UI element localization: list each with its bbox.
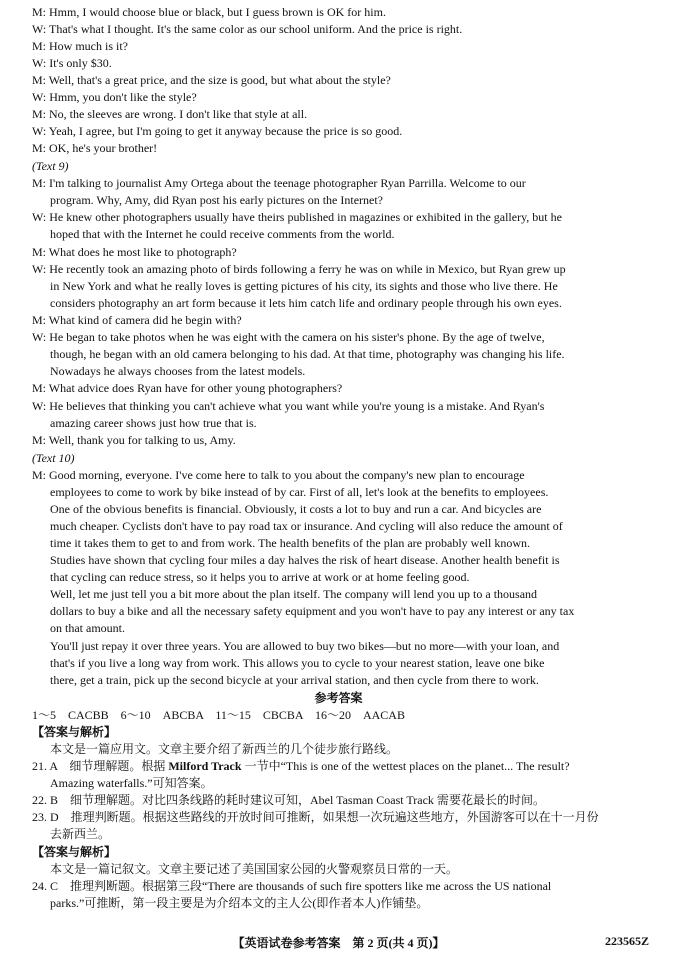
dialogue-line-cont: much cheaper. Cyclists don't have to pay road tax or insurance. And cycling will also reduce the amount of	[50, 519, 563, 533]
dialogue-line: M: I'm talking to journalist Amy Ortega about the teenage photographer Ryan Parrilla. Welcome to our	[32, 176, 526, 190]
dialogue-line-cont: that cycling can reduce stress, so it helps you to arrive at work or at home feeling good.	[50, 570, 470, 584]
dialogue-line: M: OK, he's your brother!	[32, 141, 158, 155]
dialogue-line: M: No, the sleeves are wrong. I don't like that style at all.	[32, 107, 308, 121]
question-24-cont: parks.”可推断，第一段主要是为介绍本文的主人公(即作者本人)作铺垫。	[50, 896, 429, 910]
dialogue-line-cont: One of the obvious benefits is financial. Obviously, it costs a lot to buy and run a car. And bicycles are	[50, 502, 542, 516]
dialogue-line-cont: You'll just repay it over three years. You are allowed to buy two bikes—but no more—with your loan, and	[50, 639, 560, 653]
dialogue-line-cont: dollars to buy a bike and all the necessary safety equipment and you won't have to pay any interest or any tax	[50, 604, 575, 618]
question-21-bold-term: Milford Track	[168, 759, 242, 773]
dialogue-line-cont: Studies have shown that cycling four miles a day halves the risk of heart disease. Another health benefit is	[50, 553, 560, 567]
dialogue-line-cont: on that amount.	[50, 621, 125, 635]
footer-code: 223565Z	[604, 934, 649, 948]
dialogue-line-cont: considers photography an art form because it lets him catch life and ordinary people through his own eyes.	[50, 296, 562, 310]
analysis-label: 【答案与解析】	[32, 725, 117, 739]
dialogue-line: W: That's what I thought. It's the same color as our school uniform. And the price is right.	[32, 22, 463, 36]
question-21	[32, 758, 652, 775]
passage-summary: 本文是一篇记叙文。文章主要记述了美国国家公园的火警观察员日常的一天。	[50, 862, 459, 876]
dialogue-line-cont: Well, let me just tell you a bit more about the plan itself. The company will lend you up to a thousand	[50, 587, 538, 601]
question-21-prefix: 21. A 细节理解题。根据	[32, 759, 169, 773]
dialogue-line-cont: that's if you live a long way from work. This allows you to cycle to your nearest station, leave one bike	[50, 656, 545, 670]
question-21-suffix: 一节中“This is one of the wettest places on the planet... The result?	[241, 759, 570, 773]
analysis-label: 【答案与解析】	[32, 845, 117, 859]
dialogue-line: W: He knew other photographers usually have theirs published in magazines or exhibited in the gallery, but he	[32, 210, 562, 224]
passage-summary: 本文是一篇应用文。文章主要介绍了新西兰的几个徒步旅行路线。	[50, 742, 399, 756]
dialogue-line: W: He began to take photos when he was eight with the camera on his sister's phone. By the age of twelve,	[32, 330, 545, 344]
dialogue-line-cont: time it takes them to get to and from work. The health benefits of the plan are probably well known.	[50, 536, 530, 550]
dialogue-line-cont: amazing career shows just how true that is.	[50, 416, 257, 430]
text-9-label: (Text 9)	[32, 159, 69, 173]
answer-key: 1～5 CACBB 6～10 ABCBA 11～15 CBCBA 16～20 AACAB	[32, 708, 405, 722]
question-22: 22. B 细节理解题。对比四条线路的耗时建议可知，Abel Tasman Coast Track 需要花最长的时间。	[32, 793, 545, 807]
dialogue-line-cont: hoped that with the Internet he could receive comments from the world.	[50, 227, 395, 241]
question-21-cont: Amazing waterfalls.”可知答案。	[50, 776, 213, 790]
dialogue-line: M: What advice does Ryan have for other young photographers?	[32, 381, 343, 395]
dialogue-line: M: What does he most like to photograph?	[32, 245, 237, 259]
dialogue-line: W: It's only $30.	[32, 56, 112, 70]
dialogue-line: M: Well, thank you for talking to us, Amy.	[32, 433, 236, 447]
dialogue-line: M: Good morning, everyone. I've come here to talk to you about the company's new plan to encourage	[32, 468, 525, 482]
page-footer	[0, 934, 677, 952]
dialogue-line: M: What kind of camera did he begin with?	[32, 313, 242, 327]
dialogue-line: M: Hmm, I would choose blue or black, but I guess brown is OK for him.	[32, 5, 386, 19]
dialogue-line-cont: though, he began with an old camera belonging to his dad. At that time, photography was changing his life.	[50, 347, 565, 361]
question-24: 24. C 推理判断题。根据第三段“There are thousands of such fire spotters like me across the US national	[32, 879, 552, 893]
dialogue-line: W: Hmm, you don't like the style?	[32, 90, 197, 104]
question-23-cont: 去新西兰。	[50, 827, 111, 841]
dialogue-line-cont: in New York and what he really loves is getting pictures of his city, its sights and those who live there. He	[50, 279, 558, 293]
footer-page-info: 【英语试卷参考答案 第 2 页(共 4 页)】	[232, 936, 445, 950]
dialogue-line: W: He recently took an amazing photo of birds following a ferry he was on while in Mexico, but Ryan grew up	[32, 262, 566, 276]
text-10-label: (Text 10)	[32, 451, 75, 465]
answers-title: 参考答案	[314, 691, 363, 705]
dialogue-line: M: Well, that's a great price, and the size is good, but what about the style?	[32, 73, 391, 87]
dialogue-line-cont: employees to come to work by bike instead of by car. First of all, let's look at the benefits to employees.	[50, 485, 549, 499]
dialogue-line: W: Yeah, I agree, but I'm going to get it anyway because the price is so good.	[32, 124, 403, 138]
question-23: 23. D 推理判断题。根据这些路线的开放时间可推断，如果想一次玩遍这些地方，外国游客可以在十一月份	[32, 810, 599, 824]
dialogue-line-cont: there, get a train, pick up the second bicycle at your arrival station, and then cycle from there to work.	[50, 673, 539, 687]
dialogue-line: W: He believes that thinking you can't achieve what you want while you're young is a mistake. And Ryan's	[32, 399, 545, 413]
dialogue-line-cont: program. Why, Amy, did Ryan post his early pictures on the Internet?	[50, 193, 383, 207]
dialogue-line: M: How much is it?	[32, 39, 128, 53]
dialogue-line-cont: Nowadays he always chooses from the latest models.	[50, 364, 306, 378]
